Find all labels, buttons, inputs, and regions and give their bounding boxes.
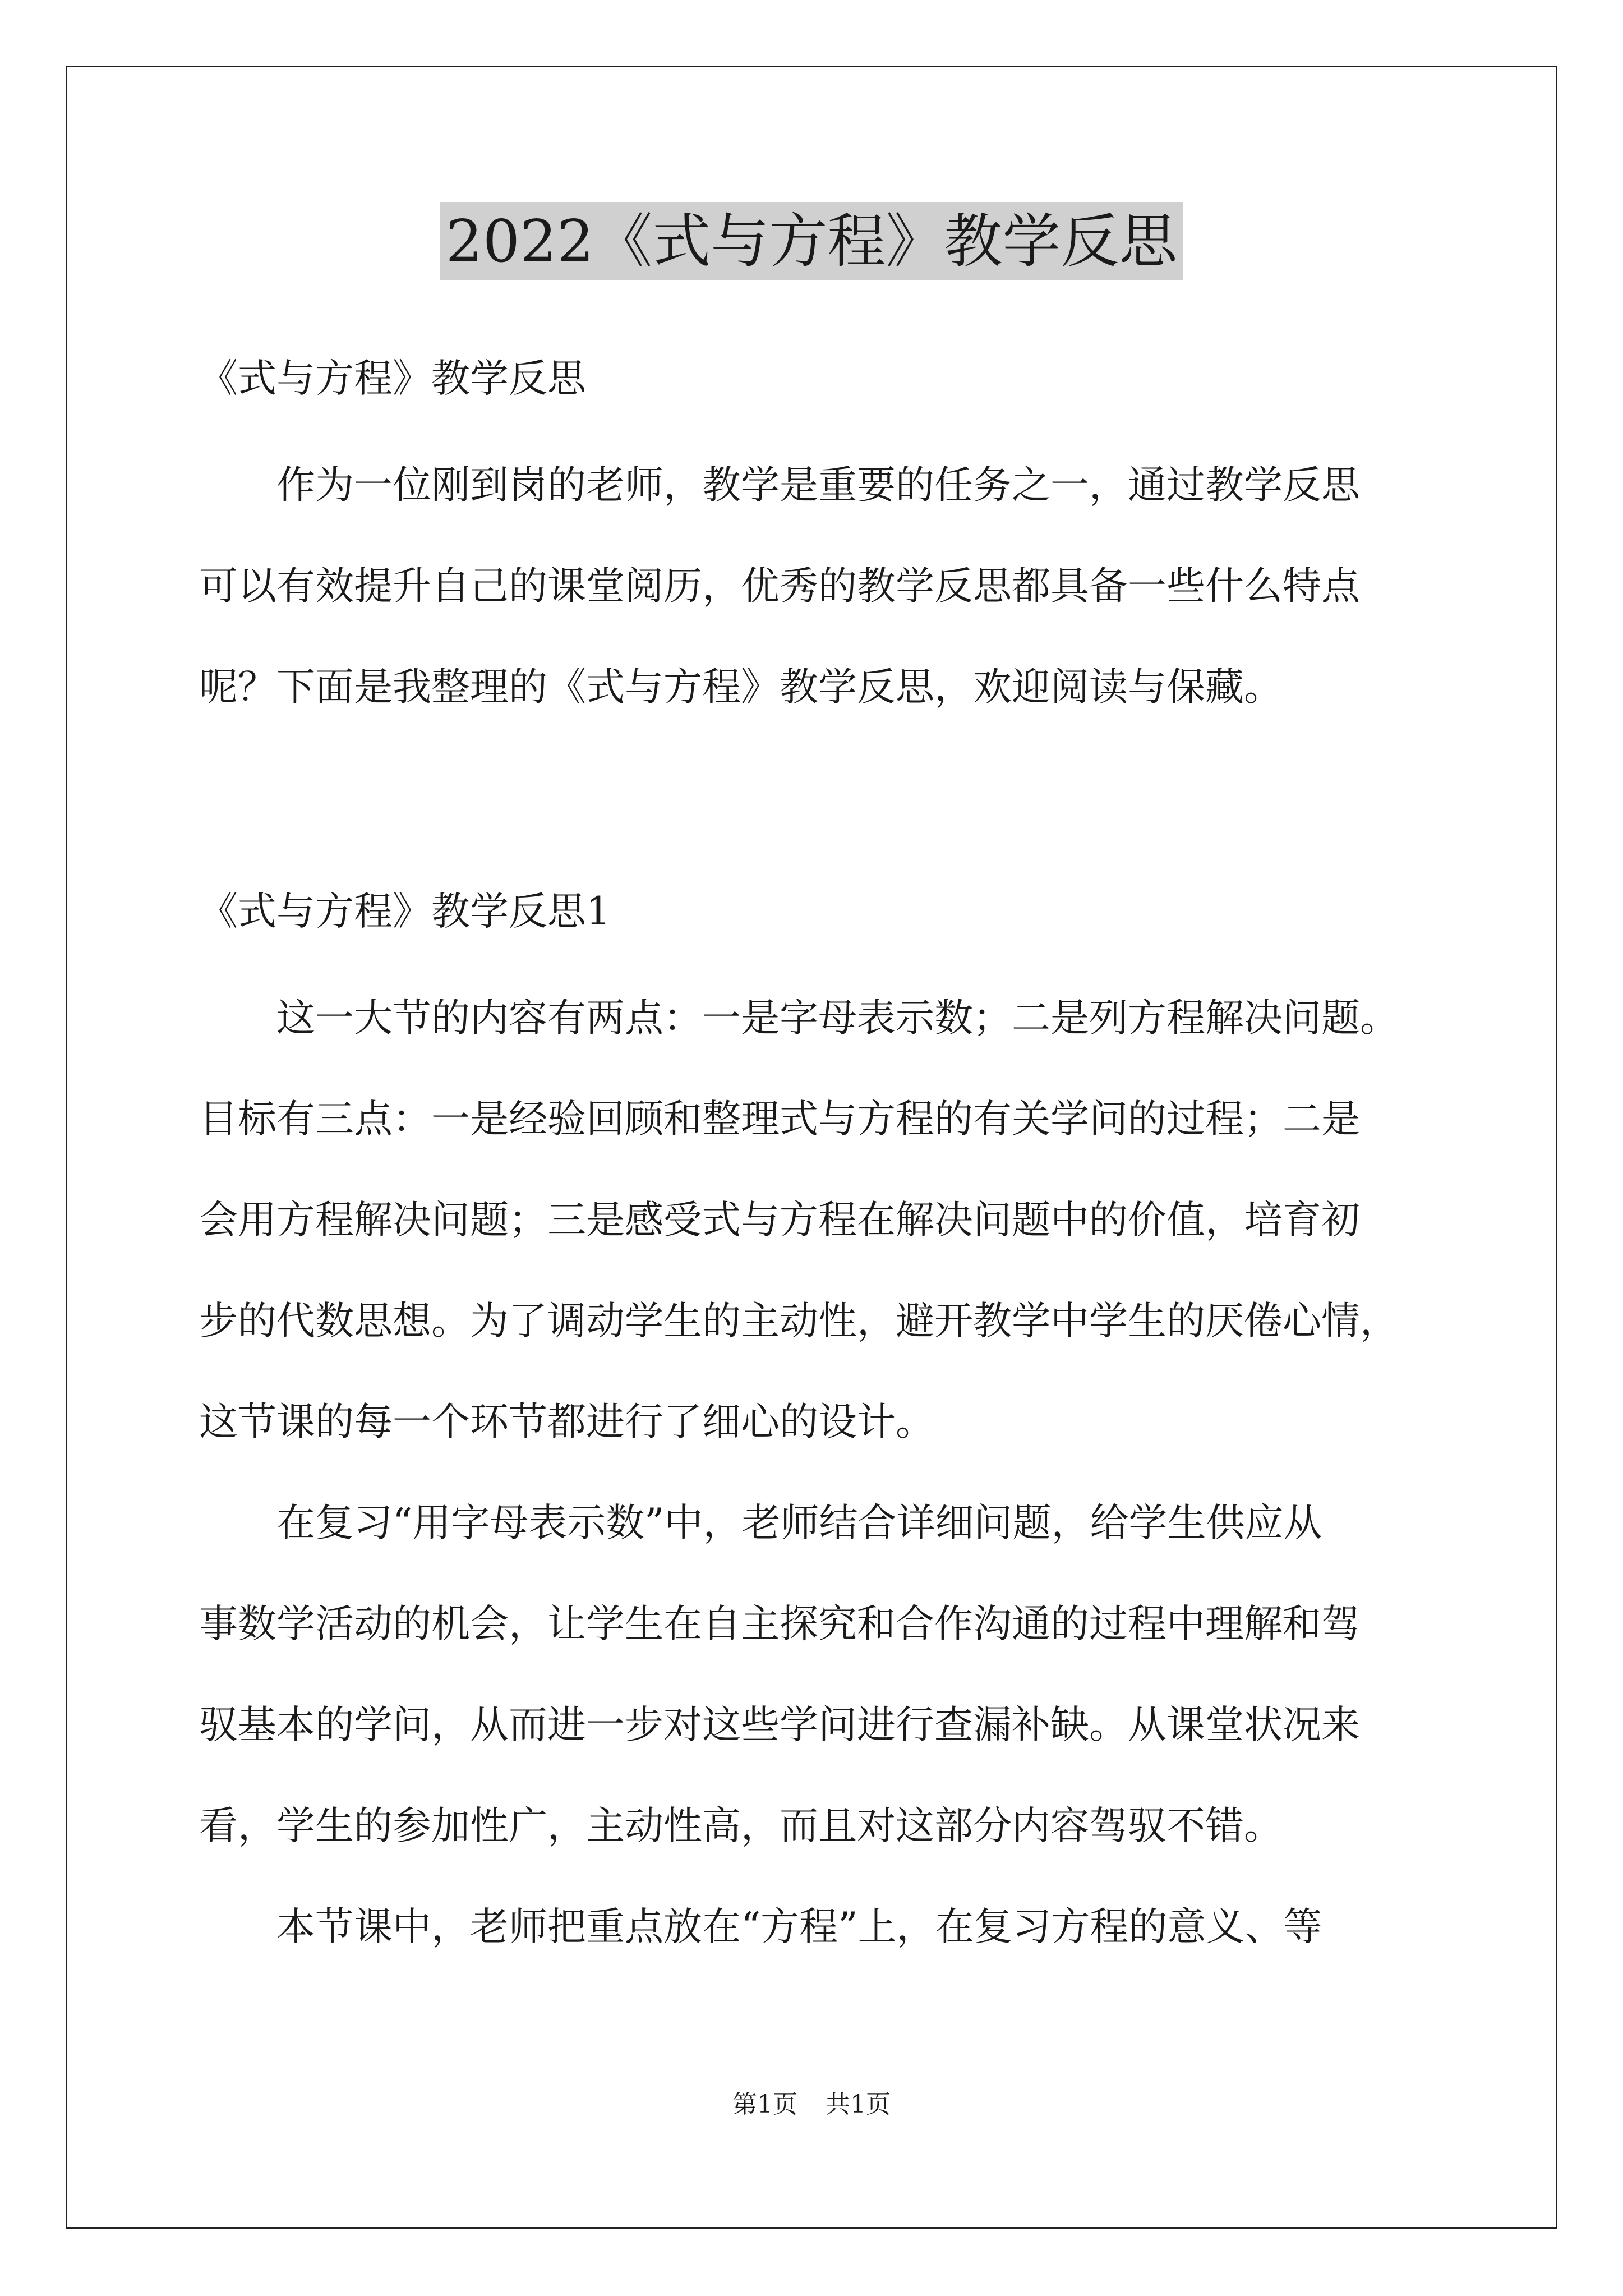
paragraph-line: 这一大节的内容有两点：一是字母表示数；二是列方程解决问题。 [199,996,1399,1041]
document-title: 2022《式与方程》教学反思 [440,202,1183,280]
paragraph-line: 会用方程解决问题；三是感受式与方程在解决问题中的价值，培育初 [199,1198,1360,1243]
page-footer [0,2088,1623,2122]
paragraph-line: 目标有三点：一是经验回顾和整理式与方程的有关学问的过程；二是 [199,1097,1360,1142]
paragraph-line: 事数学活动的机会，让学生在自主探究和合作沟通的过程中理解和驾 [199,1602,1360,1646]
title-container [0,202,1623,280]
section-heading: 《式与方程》教学反思1 [199,889,611,934]
paragraph-line: 在复习“用字母表示数”中，老师结合详细问题，给学生供应从 [199,1501,1322,1545]
paragraph-line: 作为一位刚到岗的老师，教学是重要的任务之一，通过教学反思 [199,463,1360,508]
paragraph-line: 看，学生的参加性广，主动性高，而且对这部分内容驾驭不错。 [199,1803,1283,1848]
paragraph-line: 步的代数思想。为了调动学生的主动性，避开教学中学生的厌倦心情， [199,1299,1399,1343]
paragraph-line: 驭基本的学问，从而进一步对这些学问进行查漏补缺。从课堂状况来 [199,1703,1360,1747]
paragraph-line: 这节课的每一个环节都进行了细心的设计。 [199,1400,934,1444]
subtitle-line: 《式与方程》教学反思 [199,356,586,401]
paragraph-line: 可以有效提升自己的课堂阅历，优秀的教学反思都具备一些什么特点 [199,564,1360,609]
page-total: 共1页 [826,2090,891,2119]
paragraph-line: 呢？下面是我整理的《式与方程》教学反思，欢迎阅读与保藏。 [199,665,1283,710]
paragraph-line: 本节课中，老师把重点放在“方程”上，在复习方程的意义、等 [199,1904,1322,1949]
page-number: 第1页 [732,2090,797,2119]
